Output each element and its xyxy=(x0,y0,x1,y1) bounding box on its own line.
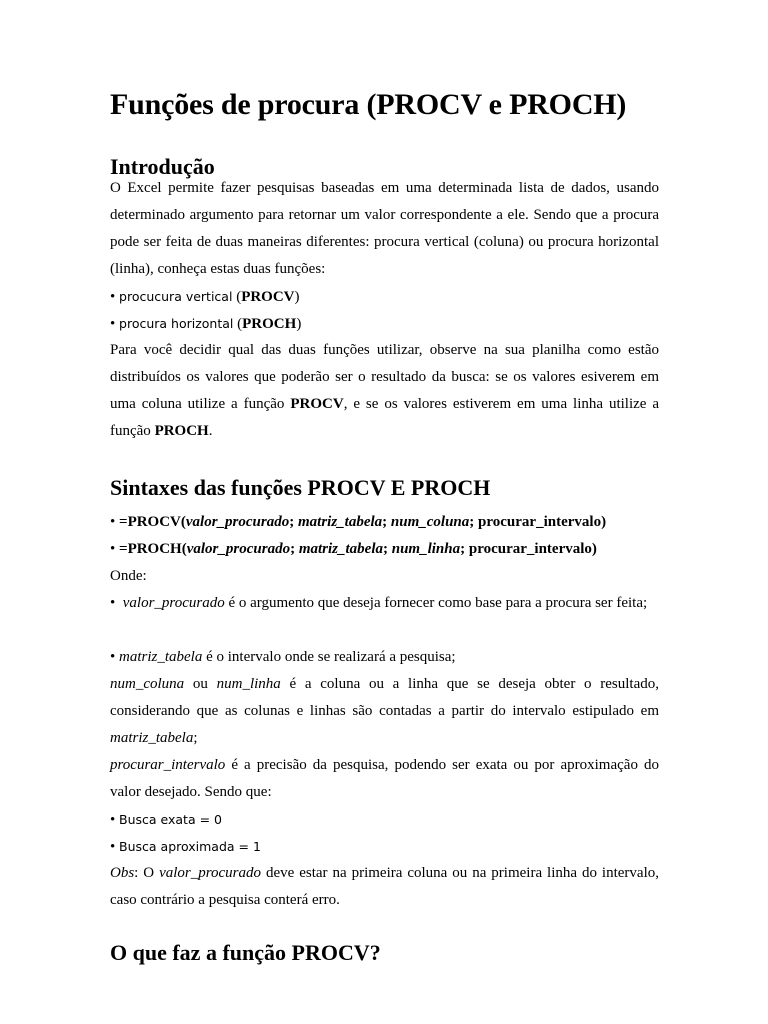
decision-text-2: , e se os valores estiverem em uma linha utilize a função xyxy=(110,396,660,439)
bullet-procv: • procucura vertical (PROCV) xyxy=(110,289,300,305)
valor-term: valor_procurado xyxy=(122,595,225,611)
busca-exata: Busca exata = 0 xyxy=(119,812,222,827)
bullet-icon: • xyxy=(110,812,116,828)
intro-paragraph: O Excel permite fazer pesquisas baseadas em uma determinada lista de dados, usando determinado argumento para retornar um valor correspondente a ele. Sendo que a procura pode ser feita de duas maneiras diferentes: procura vertical (coluna) ou procura horizontal (linha), conheça estas duas funções: xyxy=(110,180,659,277)
bullet-proch: • procura horizontal (PROCH) xyxy=(110,316,302,332)
arg-sep: ; xyxy=(289,514,298,530)
ou-word: ou xyxy=(184,676,217,692)
num-coluna-term: num_coluna xyxy=(110,676,185,692)
bullet-icon: • xyxy=(110,289,116,305)
busca-aprox-line xyxy=(110,833,261,861)
bullet-proch-name: PROCH xyxy=(242,316,297,332)
matriz-desc-line xyxy=(110,644,456,671)
obs-text-1: : O xyxy=(134,865,160,881)
decision-text-1: Para você decidir qual das duas funções utilizar, observe na sua planilha como estão distribuídos os valores que poderão ser o resultado da busca: se os valores esiverem em uma coluna utilize a função xyxy=(110,342,659,412)
matriz-desc: é o intervalo onde se realizará a pesquisa; xyxy=(202,649,456,665)
bullet-icon: • xyxy=(110,595,116,611)
decision-proch: PROCH xyxy=(154,423,209,439)
decision-text-3: . xyxy=(208,423,213,439)
proch-syntax xyxy=(110,536,597,563)
procurar-term: procurar_intervalo xyxy=(110,757,226,773)
num-desc: é a coluna ou a linha que se deseja obter o resultado, considerando que as colunas e linhas são contadas a partir do intervalo estipulado em xyxy=(110,676,659,719)
decision-paragraph xyxy=(110,337,659,445)
arg-valor: valor_procurado xyxy=(186,541,291,557)
semicolon: ; xyxy=(193,730,198,746)
obs-text-2: deve estar na primeira coluna ou na primeira linha do intervalo, caso contrário a pesquisa conterá erro. xyxy=(110,865,659,908)
valor-desc-paragraph xyxy=(110,590,659,617)
procv-syntax xyxy=(110,509,606,536)
arg-sep: ; xyxy=(290,541,299,557)
arg-sep: ; xyxy=(469,514,479,530)
arg-sep: ; xyxy=(460,541,469,557)
arg-sep: ; xyxy=(382,514,391,530)
arg-matriz: matriz_tabela xyxy=(298,541,383,557)
arg-num-coluna: num_coluna xyxy=(390,514,470,530)
bullet-procv-text: procucura vertical xyxy=(119,289,233,304)
arg-procurar: procurar_intervalo) xyxy=(478,514,607,530)
num-desc-paragraph xyxy=(110,671,659,752)
procv-section-heading: O que faz a função PROCV? xyxy=(110,940,381,965)
procv-fn: =PROCV( xyxy=(119,514,186,530)
matriz-term: matriz_tabela xyxy=(119,649,203,665)
obs-valor-term: valor_procurado xyxy=(159,865,262,881)
bullet-icon: • xyxy=(110,839,116,855)
obs-paragraph xyxy=(110,860,659,914)
valor-desc: é o argumento que deseja fornecer como base para a procura ser feita; xyxy=(224,595,648,611)
arg-valor: valor_procurado xyxy=(185,514,290,530)
bullet-icon: • xyxy=(110,649,116,665)
intro-heading: Introdução xyxy=(110,154,215,179)
procurar-desc-paragraph xyxy=(110,752,659,806)
bullet-icon: • xyxy=(110,514,116,530)
bullet-procv-name: PROCV xyxy=(241,289,295,305)
decision-procv: PROCV xyxy=(290,396,344,412)
procurar-desc: é a precisão da pesquisa, podendo ser exata ou por aproximação do valor desejado. Sendo que: xyxy=(110,757,659,800)
bullet-icon: • xyxy=(110,541,116,557)
bullet-icon: • xyxy=(110,316,116,332)
arg-procurar: procurar_intervalo) xyxy=(468,541,597,557)
arg-sep: ; xyxy=(383,541,392,557)
arg-num-linha: num_linha xyxy=(391,541,461,557)
page-title: Funções de procura (PROCV e PROCH) xyxy=(110,88,627,121)
obs-label: Obs xyxy=(110,865,135,881)
arg-matriz: matriz_tabela xyxy=(297,514,383,530)
bullet-proch-text: procura horizontal xyxy=(119,316,234,331)
onde-label: Onde: xyxy=(110,568,147,584)
num-linha-term: num_linha xyxy=(216,676,281,692)
syntax-heading: Sintaxes das funções PROCV E PROCH xyxy=(110,475,491,500)
busca-exata-line xyxy=(110,806,222,834)
busca-aprox: Busca aproximada = 1 xyxy=(119,839,261,854)
matriz-ref: matriz_tabela xyxy=(110,730,194,746)
proch-fn: =PROCH( xyxy=(119,541,187,557)
